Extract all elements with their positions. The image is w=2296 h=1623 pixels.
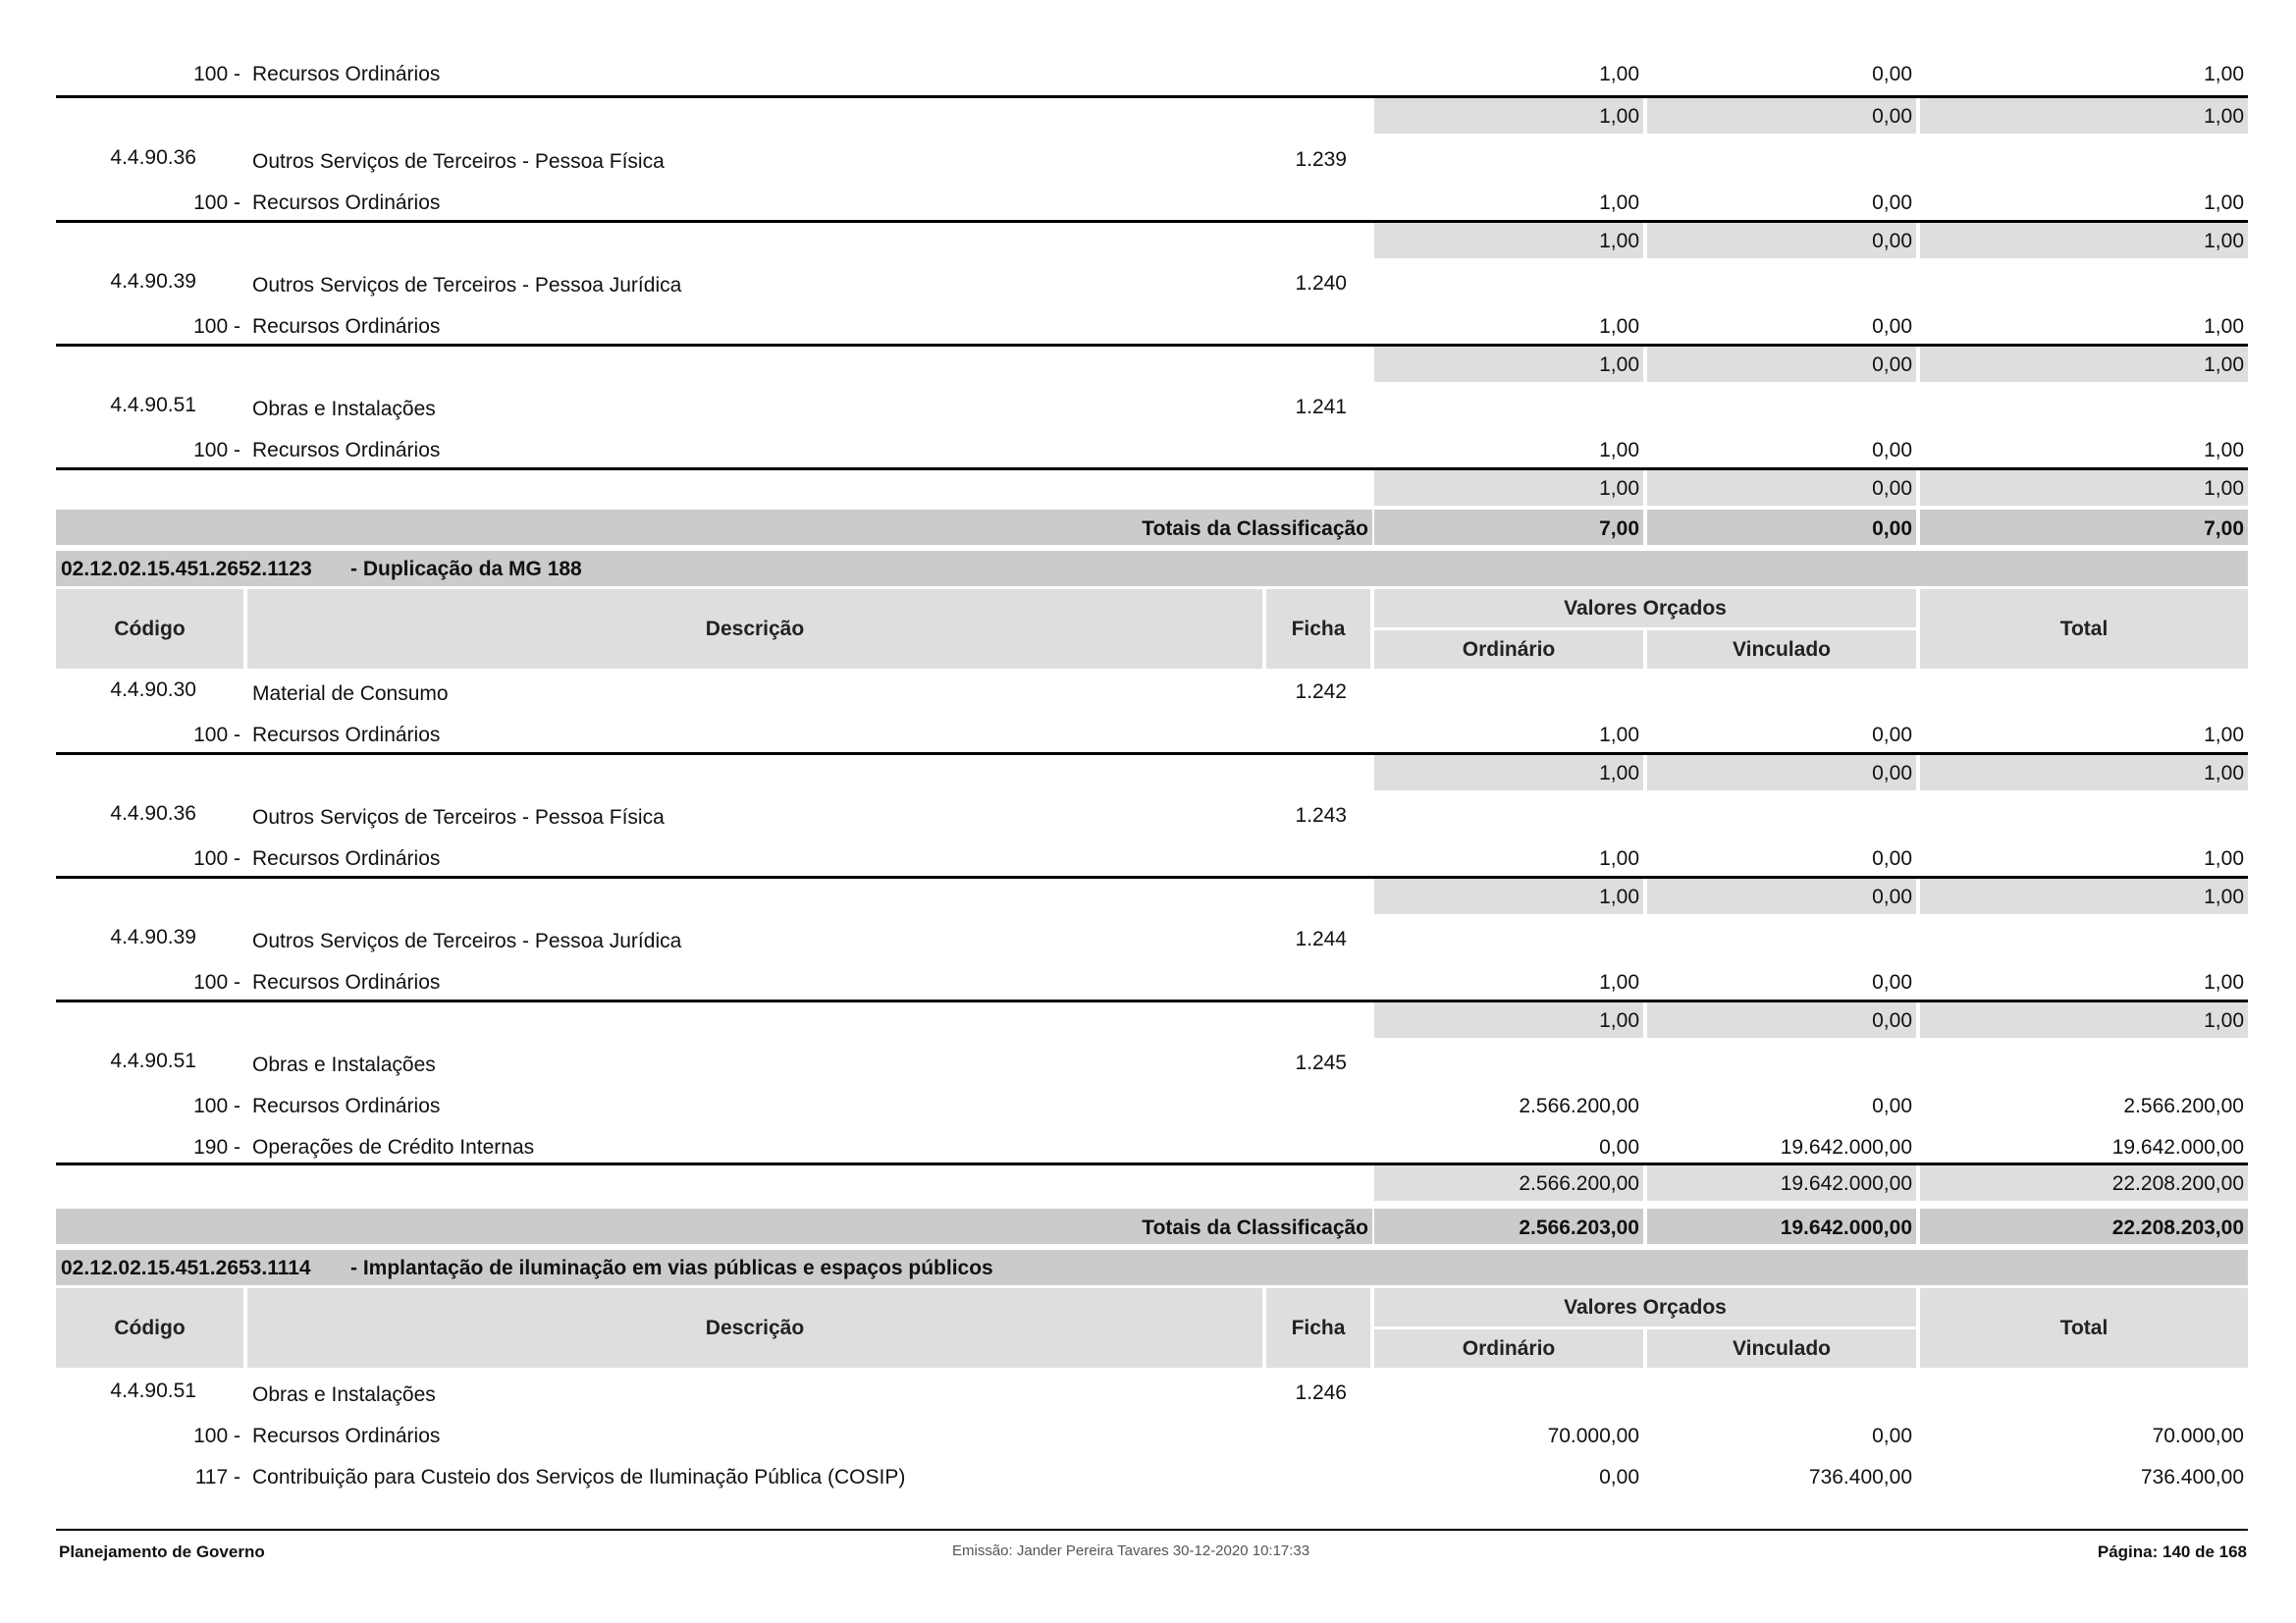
fonte-row-total: 19.642.000,00: [2111, 1136, 2244, 1159]
top-block-totais-ordinario: 7,00: [1599, 517, 1639, 540]
section3-table-col-total: Total: [1920, 1288, 2248, 1368]
item-row-codigo: 4.4.90.51: [110, 1380, 196, 1402]
footer-divider: [56, 1529, 2248, 1531]
item-row-codigo: 4.4.90.39: [110, 270, 196, 293]
item-row-ficha: 1.242: [1295, 680, 1347, 703]
fonte-row-fonte-description: Recursos Ordinários: [252, 724, 441, 746]
item-row-codigo: 4.4.90.30: [110, 678, 196, 701]
item-row-ficha: 1.246: [1295, 1381, 1347, 1404]
item-row-description: Obras e Instalações: [252, 1383, 436, 1406]
lead-subtotal-total: 1,00: [2204, 105, 2244, 128]
fonte-row-total: 1,00: [2204, 971, 2244, 994]
section2-title: - Duplicação da MG 188: [350, 558, 582, 580]
fonte-row-ordinario: 1,00: [1599, 847, 1639, 870]
item-subtotal-ordinario: 1,00: [1599, 353, 1639, 376]
fonte-row-vinculado: 0,00: [1872, 724, 1912, 746]
item-row-codigo: 4.4.90.51: [110, 1050, 196, 1072]
lead-subtotal-vinculado: 0,00: [1872, 105, 1912, 128]
item-subtotal-vinculado: 19.642.000,00: [1780, 1172, 1912, 1195]
item-subtotal-vinculado: 0,00: [1872, 477, 1912, 500]
fonte-row-fonte-code: 100 -: [193, 1095, 240, 1117]
item-subtotal-total: 1,00: [2204, 353, 2244, 376]
fonte-row-ordinario: 1,00: [1599, 724, 1639, 746]
footer-page-number: Página: 140 de 168: [2097, 1542, 2247, 1561]
fonte-row-fonte-description: Recursos Ordinários: [252, 1095, 441, 1117]
item-row-description: Outros Serviços de Terceiros - Pessoa Física: [252, 806, 665, 829]
fonte-row-fonte-code: 100 -: [193, 1425, 240, 1447]
fonte-row-vinculado: 0,00: [1872, 971, 1912, 994]
item-subtotal-total: 1,00: [2204, 230, 2244, 252]
fonte-row-fonte-code: 100 -: [193, 724, 240, 746]
fonte-row-fonte-code: 190 -: [193, 1136, 240, 1159]
lead-row-fonte-description: Recursos Ordinários: [252, 63, 441, 85]
section2-totais-label: Totais da Classificação: [1142, 1217, 1368, 1239]
fonte-row-ordinario: 2.566.200,00: [1519, 1095, 1639, 1117]
section2-table-col-vinculado: Vinculado: [1647, 630, 1916, 669]
item-subtotal-total: 1,00: [2204, 886, 2244, 908]
section3-table-col-codigo: Código: [56, 1288, 243, 1368]
item-row-description: Outros Serviços de Terceiros - Pessoa Física: [252, 150, 665, 173]
fonte-row-total: 1,00: [2204, 315, 2244, 338]
item-subtotal-cell: [1920, 347, 2248, 382]
fonte-row-fonte-code: 100 -: [193, 315, 240, 338]
item-subtotal-ordinario: 1,00: [1599, 886, 1639, 908]
fonte-row-total: 1,00: [2204, 847, 2244, 870]
lead-subtotal-ordinario: 1,00: [1599, 105, 1639, 128]
lead-row-total: 1,00: [2204, 63, 2244, 85]
fonte-row-ordinario: 70.000,00: [1547, 1425, 1639, 1447]
item-row-codigo: 4.4.90.36: [110, 802, 196, 825]
lead-row-fonte-code: 100 -: [193, 63, 240, 85]
item-row-ficha: 1.240: [1295, 272, 1347, 295]
fonte-row-vinculado: 736.400,00: [1808, 1466, 1912, 1488]
item-subtotal-ordinario: 1,00: [1599, 1009, 1639, 1032]
fonte-row-fonte-description: Recursos Ordinários: [252, 847, 441, 870]
fonte-row-fonte-description: Operações de Crédito Internas: [252, 1136, 535, 1159]
section2-table-col-total: Total: [1920, 589, 2248, 669]
fonte-row-fonte-code: 100 -: [193, 971, 240, 994]
item-row-codigo: 4.4.90.39: [110, 926, 196, 948]
fonte-row-ordinario: 0,00: [1599, 1136, 1639, 1159]
item-subtotal-ordinario: 2.566.200,00: [1519, 1172, 1639, 1195]
fonte-row-ordinario: 0,00: [1599, 1466, 1639, 1488]
fonte-row-total: 1,00: [2204, 724, 2244, 746]
footer-department: Planejamento de Governo: [59, 1542, 265, 1561]
fonte-row-fonte-code: 100 -: [193, 439, 240, 461]
item-subtotal-cell: [1920, 755, 2248, 790]
fonte-row-fonte-description: Recursos Ordinários: [252, 971, 441, 994]
item-row-ficha: 1.239: [1295, 148, 1347, 171]
section2-totais-ordinario: 2.566.203,00: [1519, 1217, 1639, 1239]
item-row-codigo: 4.4.90.36: [110, 146, 196, 169]
fonte-row-fonte-description: Recursos Ordinários: [252, 315, 441, 338]
item-subtotal-cell: [1920, 879, 2248, 914]
item-subtotal-total: 1,00: [2204, 762, 2244, 784]
fonte-row-fonte-description: Recursos Ordinários: [252, 191, 441, 214]
item-subtotal-vinculado: 0,00: [1872, 353, 1912, 376]
section2-code: 02.12.02.15.451.2652.1123: [61, 558, 312, 580]
item-row-codigo: 4.4.90.51: [110, 394, 196, 416]
fonte-row-fonte-description: Recursos Ordinários: [252, 439, 441, 461]
fonte-row-total: 2.566.200,00: [2123, 1095, 2244, 1117]
fonte-row-vinculado: 19.642.000,00: [1780, 1136, 1912, 1159]
item-subtotal-vinculado: 0,00: [1872, 1009, 1912, 1032]
fonte-row-vinculado: 0,00: [1872, 847, 1912, 870]
fonte-row-total: 1,00: [2204, 191, 2244, 214]
fonte-row-ordinario: 1,00: [1599, 971, 1639, 994]
top-block-totais-cell: [1920, 510, 2248, 545]
fonte-row-vinculado: 0,00: [1872, 191, 1912, 214]
item-subtotal-cell: [1920, 470, 2248, 506]
section3-table-col-descricao: Descrição: [247, 1288, 1262, 1368]
top-block-totais-vinculado: 0,00: [1872, 517, 1912, 540]
section2-table-col-descricao: Descrição: [247, 589, 1262, 669]
fonte-row-vinculado: 0,00: [1872, 315, 1912, 338]
item-subtotal-vinculado: 0,00: [1872, 886, 1912, 908]
section2-table-col-valores-orcados: Valores Orçados: [1374, 589, 1916, 627]
footer-emission: Emissão: Jander Pereira Tavares 30-12-2020 10:17:33: [952, 1542, 1310, 1559]
section2-table-col-ficha: Ficha: [1266, 589, 1370, 669]
item-row-ficha: 1.241: [1295, 396, 1347, 418]
item-subtotal-total: 1,00: [2204, 477, 2244, 500]
fonte-row-total: 1,00: [2204, 439, 2244, 461]
fonte-row-vinculado: 0,00: [1872, 1095, 1912, 1117]
fonte-row-ordinario: 1,00: [1599, 315, 1639, 338]
fonte-row-total: 736.400,00: [2140, 1466, 2244, 1488]
section3-table-col-ordinario: Ordinário: [1374, 1329, 1643, 1368]
fonte-row-vinculado: 0,00: [1872, 1425, 1912, 1447]
lead-subtotal-cell: [1920, 98, 2248, 134]
section2-table-col-ordinario: Ordinário: [1374, 630, 1643, 669]
section2-table-col-codigo: Código: [56, 589, 243, 669]
fonte-row-total: 70.000,00: [2152, 1425, 2244, 1447]
top-block-totais-label: Totais da Classificação: [1142, 517, 1368, 540]
fonte-row-fonte-description: Contribuição para Custeio dos Serviços de Iluminação Pública (COSIP): [252, 1466, 906, 1488]
fonte-row-ordinario: 1,00: [1599, 439, 1639, 461]
lead-row-ordinario: 1,00: [1599, 63, 1639, 85]
item-subtotal-cell: [1920, 223, 2248, 258]
fonte-row-vinculado: 0,00: [1872, 439, 1912, 461]
item-subtotal-ordinario: 1,00: [1599, 477, 1639, 500]
section3-table-col-ficha: Ficha: [1266, 1288, 1370, 1368]
section3-code: 02.12.02.15.451.2653.1114: [61, 1257, 311, 1279]
item-row-ficha: 1.243: [1295, 804, 1347, 827]
section2-totais-vinculado: 19.642.000,00: [1780, 1217, 1912, 1239]
fonte-row-fonte-description: Recursos Ordinários: [252, 1425, 441, 1447]
item-row-description: Material de Consumo: [252, 682, 449, 705]
item-subtotal-total: 1,00: [2204, 1009, 2244, 1032]
item-subtotal-vinculado: 0,00: [1872, 762, 1912, 784]
item-row-description: Obras e Instalações: [252, 398, 436, 420]
fonte-row-ordinario: 1,00: [1599, 191, 1639, 214]
fonte-row-fonte-code: 117 -: [194, 1466, 240, 1488]
section3-title: - Implantação de iluminação em vias públicas e espaços públicos: [350, 1257, 993, 1279]
fonte-row-fonte-code: 100 -: [193, 191, 240, 214]
item-row-description: Obras e Instalações: [252, 1054, 436, 1076]
fonte-row-fonte-code: 100 -: [193, 847, 240, 870]
lead-row-vinculado: 0,00: [1872, 63, 1912, 85]
top-block-totais-total: 7,00: [2204, 517, 2244, 540]
item-row-ficha: 1.245: [1295, 1052, 1347, 1074]
item-subtotal-ordinario: 1,00: [1599, 762, 1639, 784]
item-subtotal-vinculado: 0,00: [1872, 230, 1912, 252]
item-row-ficha: 1.244: [1295, 928, 1347, 950]
item-subtotal-total: 22.208.200,00: [2111, 1172, 2244, 1195]
item-subtotal-cell: [1920, 1002, 2248, 1038]
section3-table-col-vinculado: Vinculado: [1647, 1329, 1916, 1368]
item-row-description: Outros Serviços de Terceiros - Pessoa Jurídica: [252, 274, 682, 297]
section3-table-col-valores-orcados: Valores Orçados: [1374, 1288, 1916, 1326]
section2-totais-total: 22.208.203,00: [2111, 1217, 2244, 1239]
item-subtotal-ordinario: 1,00: [1599, 230, 1639, 252]
item-row-description: Outros Serviços de Terceiros - Pessoa Jurídica: [252, 930, 682, 952]
